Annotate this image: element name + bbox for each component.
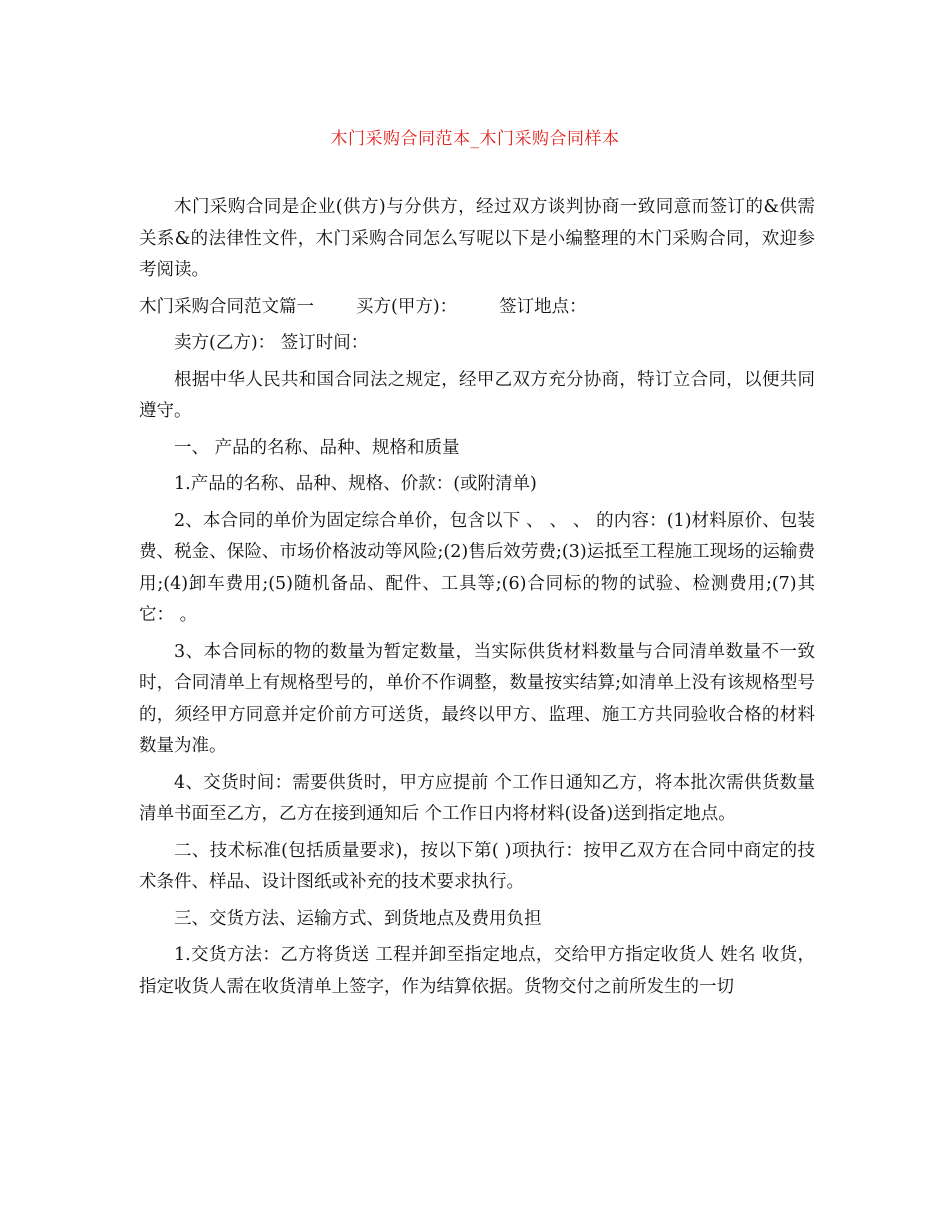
section-1-item-2: 2、本合同的单价为固定综合单价，包含以下 、 、 、 的内容：(1)材料原价、包装费、税金、保险、市场价格波动等风险;(2)售后效劳费;(3)运抵至工程施工现场的运输费用;(4)卸车费用;(5)随机备品、配件、工具等;(6)合同标的物的试验、检测费用;(7)其它： 。: [139, 510, 815, 625]
buyer-label: 买方(甲方)：: [356, 296, 458, 317]
section-2-paragraph: 二、技术标准(包括质量要求)，按以下第( )项执行：按甲乙双方在合同中商定的技术条件、样品、设计图纸或补充的技术要求执行。: [139, 840, 815, 892]
preamble-paragraph: 根据中华人民共和国合同法之规定，经甲乙双方充分协商，特订立合同，以便共同遵守。: [139, 369, 815, 421]
party-a-line: [139, 292, 815, 324]
section-3-item-1: 1.交货方法：乙方将货送 工程并卸至指定地点，交给甲方指定收货人 姓名 收货，指定收货人需在收货清单上签字，作为结算依据。货物交付之前所发生的一切: [139, 945, 815, 997]
intro-paragraph: 木门采购合同是企业(供方)与分供方，经过双方谈判协商一致同意而签订的&供需关系&的法律性文件，木门采购合同怎么写呢以下是小编整理的木门采购合同，欢迎参考阅读。: [139, 197, 815, 280]
document-title: 木门采购合同范本_木门采购合同样本: [330, 129, 620, 149]
party-b-line: 卖方(乙方)： 签订时间：: [174, 333, 369, 353]
signing-place-label: 签订地点：: [499, 296, 587, 317]
section-1-item-4: 4、交货时间：需要供货时，甲方应提前 个工作日通知乙方，将本批次需供货数量清单书面至乙方，乙方在接到通知后 个工作日内将材料(设备)送到指定地点。: [139, 772, 815, 824]
section-1-heading: 一、 产品的名称、品种、规格和质量: [174, 437, 460, 458]
section-1-item-3: 3、本合同标的物的数量为暂定数量，当实际供货材料数量与合同清单数量不一致时，合同清单上有规格型号的，单价不作调整，数量按实结算;如清单上没有该规格型号的，须经甲方同意并定价前方可送货，最终以甲方、监理、施工方共同验收合格的材料数量为准。: [139, 641, 815, 756]
section-3-heading: 三、交货方法、运输方式、到货地点及费用负担: [174, 908, 542, 929]
contract-heading: 木门采购合同范文篇一: [139, 296, 314, 317]
document-body: [139, 192, 815, 1008]
section-1-item-1: 1.产品的名称、品种、规格、价款：(或附清单): [174, 474, 537, 494]
